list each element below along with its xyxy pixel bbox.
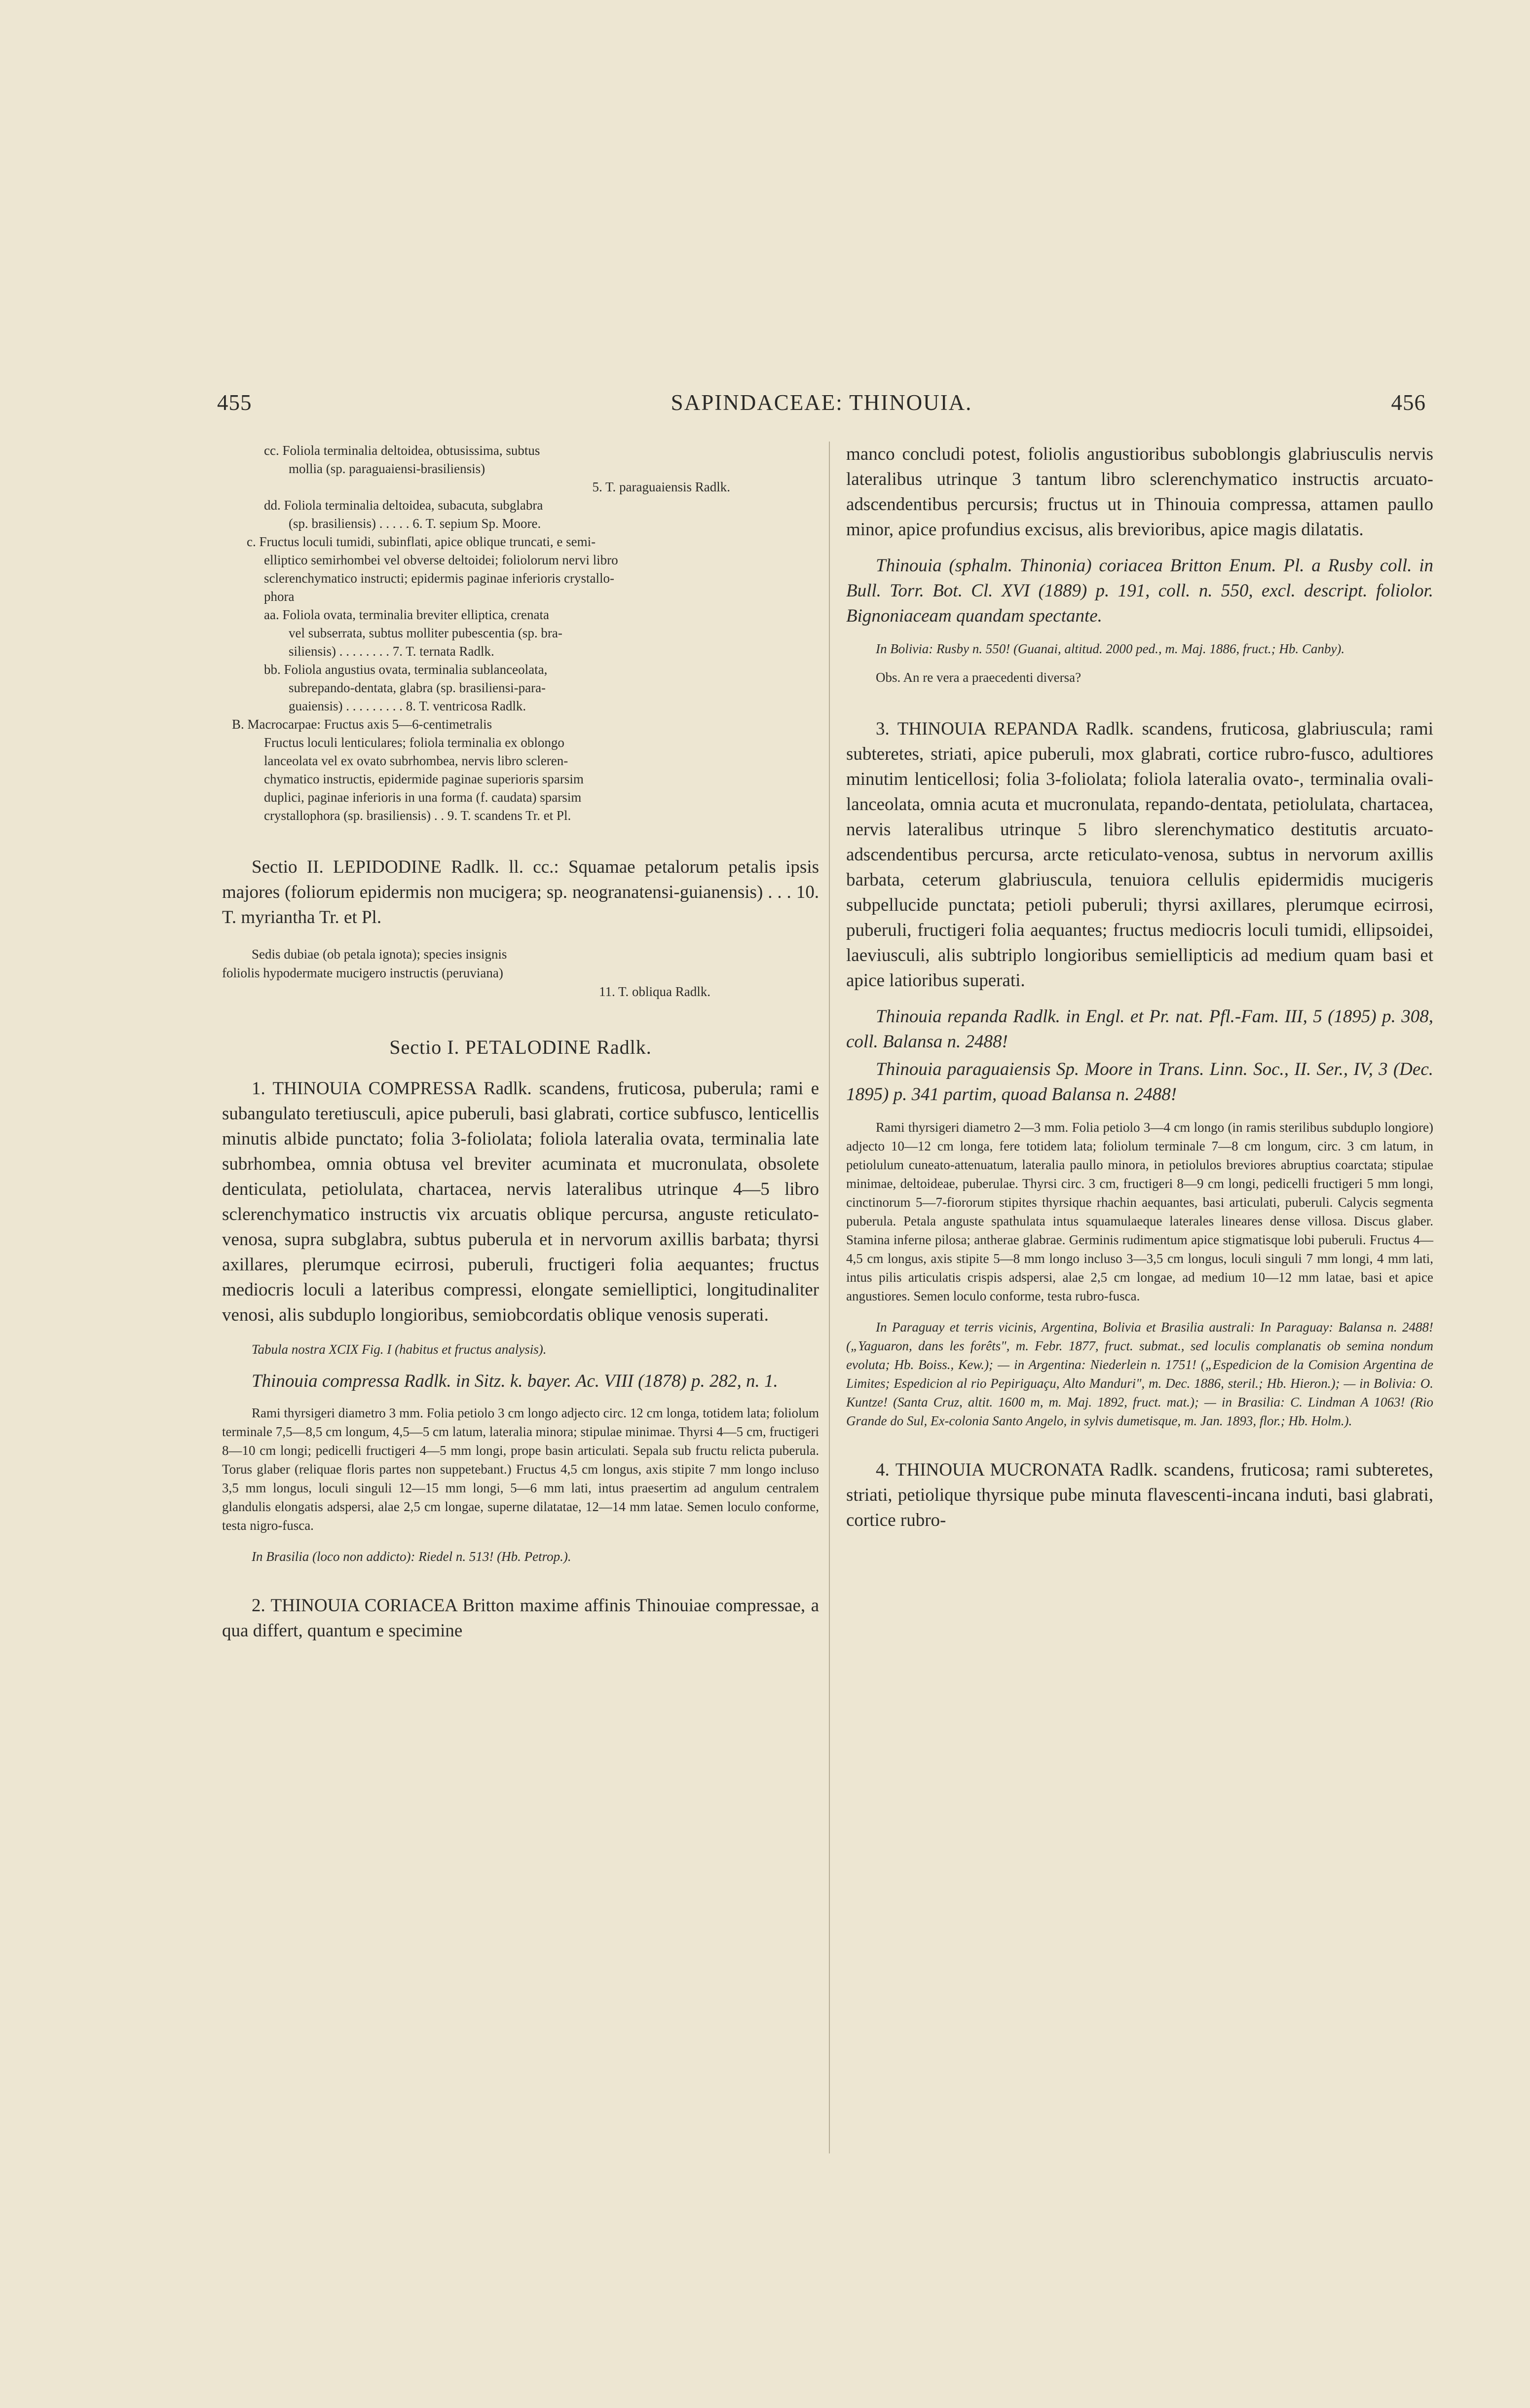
- key-line: subrepando-dentata, glabra (sp. brasiliensi-para-: [289, 680, 546, 695]
- key-result: 5. T. paraguaiensis Radlk.: [592, 480, 730, 494]
- dubiae-line: foliolis hypodermate mucigero instructis (peruviana): [222, 965, 503, 980]
- key-line: sclerenchymatico instructi; epidermis paginae inferioris crystallo-: [264, 571, 615, 586]
- species-3-reference-2: Thinouia paraguaiensis Sp. Moore in Trans. Linn. Soc., II. Ser., IV, 3 (Dec. 1895) p. 341 partim, quoad Balansa n. 2488!: [846, 1059, 1433, 1105]
- species-1-locality: In Brasilia (loco non addicto): Riedel n. 513! (Hb. Petrop.).: [252, 1549, 571, 1564]
- key-line: chymatico instructis, epidermide paginae superioris sparsim: [264, 772, 584, 786]
- species-2-description-start: 2. THINOUIA CORIACEA Britton maxime affinis Thinouiae compressae, a qua differt, quantum e specimine: [222, 1595, 819, 1641]
- key-line: lanceolata vel ex ovato subrhombea, nervis libro scleren-: [264, 753, 568, 768]
- key-line: B. Macrocarpae: Fructus axis 5—6-centimetralis: [232, 717, 492, 732]
- species-key: [222, 442, 819, 825]
- key-line: Fructus loculi lenticulares; foliola terminalia ex oblongo: [264, 735, 564, 750]
- key-line: crystallophora (sp. brasiliensis) . . 9. T. scandens Tr. et Pl.: [264, 808, 571, 823]
- species-2-description-cont: manco concludi potest, foliolis angustioribus suboblongis glabriusculis nervis lateralibus utrinque 3 tantum libro sclerenchymatico instructis arcuato-adscendentibus percursis; fructus ut in Thinouia compressa, attamen paullo minor, apice profundius excisus, alis brevioribus, apice magis dilatatis.: [846, 444, 1433, 540]
- species-4-description: 4. THINOUIA MUCRONATA Radlk. scandens, fruticosa; rami subteretes, striati, petiolique thyrsique pube minuta flavescenti-incana induti, basi glabrati, cortice rubro-: [846, 1460, 1433, 1530]
- key-line: aa. Foliola ovata, terminalia breviter elliptica, crenata: [264, 607, 549, 622]
- sectio-1-heading: Sectio I. PETALODINE Radlk.: [389, 1036, 652, 1058]
- species-2-observation: Obs. An re vera a praecedenti diversa?: [876, 670, 1082, 685]
- key-line: mollia (sp. paraguaiensi-brasiliensis): [289, 461, 485, 476]
- page-number-left: 455: [217, 390, 252, 415]
- species-2-locality: In Bolivia: Rusby n. 550! (Guanai, altitud. 2000 ped., m. Maj. 1886, fruct.; Hb. Canby).: [876, 641, 1345, 656]
- page-header: [217, 390, 1426, 424]
- dubiae-result: 11. T. obliqua Radlk.: [599, 984, 710, 999]
- key-line: elliptico semirhombei vel obverse deltoidei; foliolorum nervi libro: [264, 553, 618, 567]
- key-line: dd. Foliola terminalia deltoidea, subacuta, subglabra: [264, 498, 543, 513]
- key-line: bb. Foliola angustius ovata, terminalia sublanceolata,: [264, 662, 548, 677]
- species-3-description: 3. THINOUIA REPANDA Radlk. scandens, fruticosa, glabriuscula; rami subteretes, striati, apice puberuli, mox glabrati, cortice rubro-fusco, adultiores minutim lenticellosi; folia 3-foliolata; foliola lateralia ovato-, terminalia ovali-lanceolata, omnia acuta et mucronulata, repando-dentata, petiolulata, chartacea, nervis lateralibus utrinque 5 libro slerenchymatico destitutis arcuato-adscendentibus percursa, arcte reticulato-venosa, subtus in nervorum axillis barbata, ceterum glabriuscula, tenuiora cellulis epidermidis mucigeris subpellucide punctata; petioli puberuli; thyrsi axillares, plerumque ecirrosi, puberuli, fructigeri folia aequantes; fructus mediocris loculi tumidi, ellipsoidei, laeviusculi, alis subtriplo longioribus semiellipticis ad medium quam basi et apice latioribus superati.: [846, 719, 1433, 991]
- key-line: siliensis) . . . . . . . . 7. T. ternata Radlk.: [289, 644, 494, 659]
- sectio-2-paragraph: Sectio II. LEPIDODINE Radlk. ll. cc.: Squamae petalorum petalis ipsis majores (foliorum epidermis non mucigera; sp. neogranatensi-guianensis) . . . 10. T. myriantha Tr. et Pl.: [222, 857, 819, 927]
- page-number-right: 456: [1391, 390, 1426, 415]
- species-1-description: 1. THINOUIA COMPRESSA Radlk. scandens, fruticosa, puberula; rami e subangulato teretiusculi, apice puberuli, basi glabrati, cortice subfusco, lenticellis minutis albide punctato; folia 3-foliolata; foliola lateralia ovata, terminalia late subrhombea, omnia obtusa vel breviter acuminata et mucronulata, obsolete denticulata, petiolulata, chartacea, nervis lateralibus utrinque 4—5 libro sclerenchymatico instructis vix arcuatis oblique percursa, anguste reticulato-venosa, supra subglabra, subtus puberula et in nervorum axillis barbata; thyrsi axillares, plerumque ecirrosi, puberuli, fructigeri folia aequantes; fructus mediocris loculi a lateribus compressi, elongate semielliptici, longitudinaliter venosi, alis subduplo longioribus, semiobcordatis oblique venosis superati.: [222, 1078, 819, 1325]
- dubiae-line: Sedis dubiae (ob petala ignota); species insignis: [252, 947, 507, 962]
- key-line: c. Fructus loculi tumidi, subinflati, apice oblique truncati, e semi-: [247, 534, 596, 549]
- species-3-locality: In Paraguay et terris vicinis, Argentina, Bolivia et Brasilia australi: In Paraguay: Balansa n. 2488! („Yaguaron, dans les forêts", m. Febr. 1877, fruct. submat., sed loculis complanatis ob semina nondum evoluta; Hb. Boiss., Kew.); — in Argentina: Niederlein n. 1751! („Espedicion de la Comision Argentina de Limites; Espedicion al rio Pepiriguaçu, Alto Manduri", m. Dec. 1886, steril.; Hb. Hieron.); — in Bolivia: O. Kuntze! (Santa Cruz, altit. 1600 m, m. Maj. 1892, fruct. mat.); — in Brasilia: C. Lindman A 1063! (Rio Grande do Sul, Ex-colonia Santo Angelo, in sylvis dumetisque, m. Jan. 1893, flor.; Hb. Holm.).: [846, 1320, 1433, 1428]
- column-divider: [829, 442, 830, 2153]
- key-line: cc. Foliola terminalia deltoidea, obtusissima, subtus: [264, 443, 540, 458]
- key-line: vel subserrata, subtus molliter pubescentia (sp. bra-: [289, 626, 562, 640]
- species-1-details: Rami thyrsigeri diametro 3 mm. Folia petiolo 3 cm longo adjecto circ. 12 cm longa, totidem lata; foliolum terminale 7,5—8,5 cm longum, 4,5—5 cm latum, lateralia minora; stipulae minimae. Thyrsi 4—5 cm, fructigeri 8—10 cm longi; pedicelli fructigeri 4—5 mm longi, prope basin articulati. Sepala sub fructu relicta puberula. Torus glaber (reliquae floris partes non suppetebant.) Fructus 4,5 cm longus, axis stipite 7 mm longo incluso 3,5 mm longus, loculi singuli 12—15 mm longi, 5—6 mm lati, intus praesertim ad angulum centralem glandulis elongatis adspersi, alae 2,5 cm longae, superne dilatatae, 12—14 mm latae. Semen loculo conforme, testa nigro-fusca.: [222, 1406, 819, 1533]
- species-1-reference: Thinouia compressa Radlk. in Sitz. k. bayer. Ac. VIII (1878) p. 282, n. 1.: [252, 1371, 778, 1391]
- key-line: (sp. brasiliensis) . . . . . 6. T. sepium Sp. Moore.: [289, 516, 541, 531]
- key-line: guaiensis) . . . . . . . . . 8. T. ventricosa Radlk.: [289, 699, 526, 713]
- sedis-dubiae: [222, 945, 819, 1001]
- running-title: SAPINDACEAE: THINOUIA.: [671, 390, 972, 415]
- left-column: [222, 442, 819, 1643]
- species-3-details: Rami thyrsigeri diametro 2—3 mm. Folia petiolo 3—4 cm longo (in ramis sterilibus subduplo longiore) adjecto 10—12 cm longa, fere totidem lata; foliolum terminale 7—8 cm longum, circ. 3 cm latum, in petiolulum cuneato-attenuatum, lateralia paullo minora, in petiolulos breviores abruptius coarctata; stipulae minimae, deltoideae, puberulae. Thyrsi circ. 3 cm, fructigeri 8—9 cm longi, pedicelli fructigeri 5 mm longi, cinctinorum 5—7-fiororum stipites thyrsique rhachin aequantes, basi articulati, puberuli. Calycis segmenta puberula. Petala anguste spathulata intus squamulaeque laterales lineares dense villosa. Discus glaber. Stamina inferne pilosa; antherae glabrae. Germinis rudimentum apice stigmatisque lobi puberuli. Fructus 4—4,5 cm longus, axis stipite 5—8 mm longo incluso 3—3,5 cm longus, loculi singuli 7 mm longi, 4 mm lati, intus pilis articulatis crispis adspersi, alae 2,5 cm longae, ad medium 10—12 mm latae, basi et apice angustiores. Semen loculo conforme, testa rubro-fusca.: [846, 1120, 1433, 1303]
- species-3-reference-1: Thinouia repanda Radlk. in Engl. et Pr. nat. Pfl.-Fam. III, 5 (1895) p. 308, coll. Balansa n. 2488!: [846, 1006, 1433, 1052]
- right-column: [846, 442, 1433, 1533]
- key-line: duplici, paginae inferioris in una forma (f. caudata) sparsim: [264, 790, 582, 805]
- key-line: phora: [264, 589, 295, 604]
- species-2-reference: Thinouia (sphalm. Thinonia) coriacea Britton Enum. Pl. a Rusby coll. in Bull. Torr. Bot. Cl. XVI (1889) p. 191, coll. n. 550, excl. descript. foliolor. Bignoniaceam quandam spectante.: [846, 556, 1433, 626]
- tabula-reference: Tabula nostra XCIX Fig. I (habitus et fructus analysis).: [252, 1342, 547, 1357]
